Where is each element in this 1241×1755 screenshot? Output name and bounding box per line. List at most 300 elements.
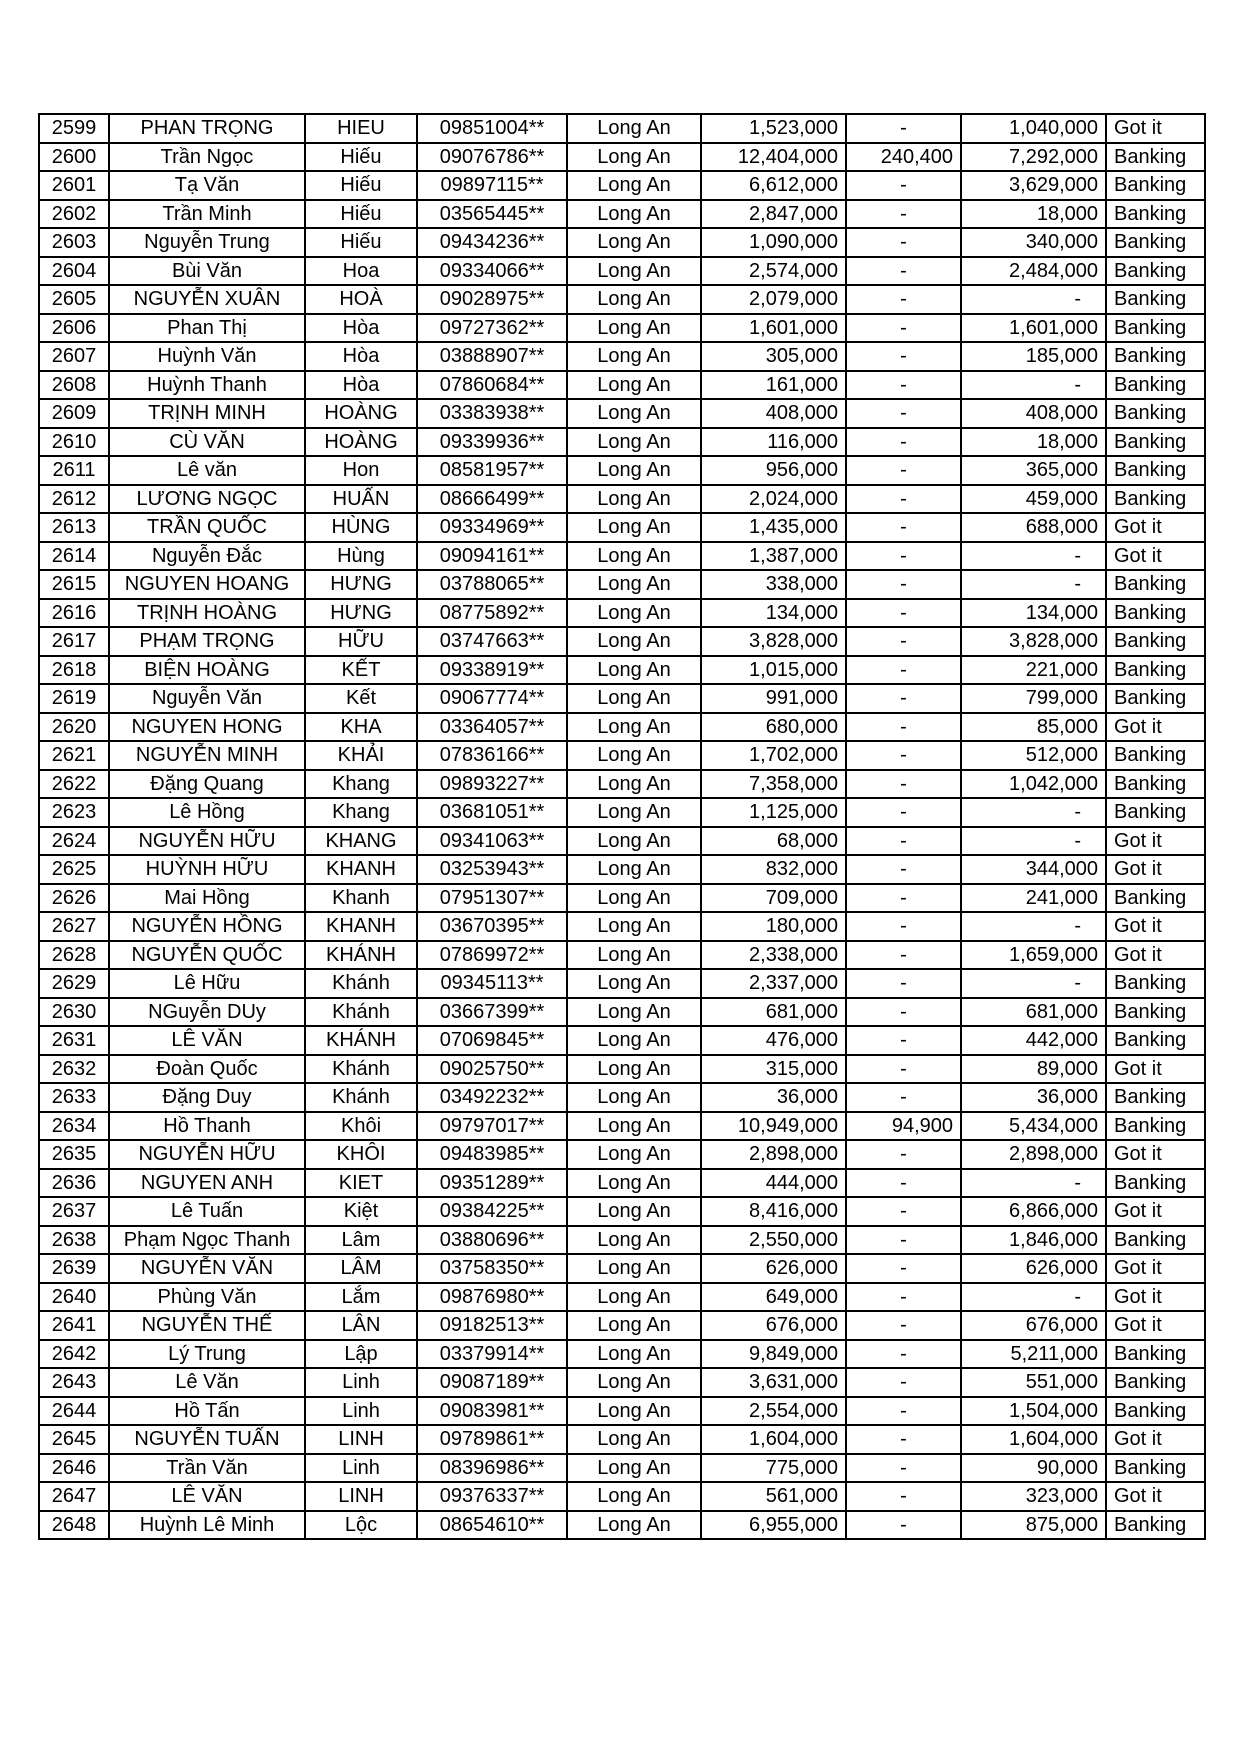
table-row xyxy=(39,1254,1205,1283)
first-name-cell: LƯƠNG NGỌC xyxy=(109,485,305,514)
amount-2-cell: - xyxy=(846,1482,961,1511)
last-name-cell: KHANG xyxy=(305,827,417,856)
amount-3-cell: 323,000 xyxy=(961,1482,1106,1511)
province-cell: Long An xyxy=(567,1283,701,1312)
last-name-cell: Hiếu xyxy=(305,143,417,172)
amount-3-cell: 1,659,000 xyxy=(961,941,1106,970)
table-row xyxy=(39,941,1205,970)
province-cell: Long An xyxy=(567,1368,701,1397)
table-row xyxy=(39,570,1205,599)
amount-1-cell: 116,000 xyxy=(701,428,846,457)
first-name-cell: NGUYỄN HỒNG xyxy=(109,912,305,941)
amount-3-cell: 875,000 xyxy=(961,1511,1106,1540)
table-row xyxy=(39,1454,1205,1483)
amount-3-cell: 2,898,000 xyxy=(961,1140,1106,1169)
last-name-cell: HOÀNG xyxy=(305,399,417,428)
phone-cell: 03379914** xyxy=(417,1340,567,1369)
amount-3-cell: - xyxy=(961,1283,1106,1312)
payment-method-cell: Banking xyxy=(1106,171,1205,200)
table-row xyxy=(39,428,1205,457)
table-row xyxy=(39,827,1205,856)
phone-cell: 09025750** xyxy=(417,1055,567,1084)
last-name-cell: Hon xyxy=(305,456,417,485)
last-name-cell: Hòa xyxy=(305,371,417,400)
last-name-cell: LINH xyxy=(305,1425,417,1454)
phone-cell: 09483985** xyxy=(417,1140,567,1169)
phone-cell: 09076786** xyxy=(417,143,567,172)
table-row xyxy=(39,656,1205,685)
province-cell: Long An xyxy=(567,399,701,428)
phone-cell: 09727362** xyxy=(417,314,567,343)
last-name-cell: Kết xyxy=(305,684,417,713)
table-row xyxy=(39,114,1205,143)
payment-method-cell: Banking xyxy=(1106,1226,1205,1255)
amount-1-cell: 3,828,000 xyxy=(701,627,846,656)
phone-cell: 07069845** xyxy=(417,1026,567,1055)
amount-2-cell: - xyxy=(846,285,961,314)
province-cell: Long An xyxy=(567,1254,701,1283)
first-name-cell: Trần Ngọc xyxy=(109,143,305,172)
last-name-cell: HOÀ xyxy=(305,285,417,314)
row-number-cell: 2611 xyxy=(39,456,109,485)
payment-method-cell: Banking xyxy=(1106,1112,1205,1141)
first-name-cell: NGUYỄN MINH xyxy=(109,741,305,770)
amount-1-cell: 676,000 xyxy=(701,1311,846,1340)
table-row xyxy=(39,798,1205,827)
row-number-cell: 2608 xyxy=(39,371,109,400)
amount-2-cell: - xyxy=(846,456,961,485)
table-row xyxy=(39,257,1205,286)
province-cell: Long An xyxy=(567,1083,701,1112)
phone-cell: 09338919** xyxy=(417,656,567,685)
province-cell: Long An xyxy=(567,228,701,257)
province-cell: Long An xyxy=(567,1482,701,1511)
first-name-cell: Hồ Thanh xyxy=(109,1112,305,1141)
payment-method-cell: Banking xyxy=(1106,627,1205,656)
phone-cell: 03670395** xyxy=(417,912,567,941)
payment-method-cell: Banking xyxy=(1106,342,1205,371)
first-name-cell: LÊ VĂN xyxy=(109,1026,305,1055)
province-cell: Long An xyxy=(567,1311,701,1340)
amount-1-cell: 7,358,000 xyxy=(701,770,846,799)
payment-method-cell: Banking xyxy=(1106,1368,1205,1397)
amount-2-cell: - xyxy=(846,1368,961,1397)
amount-3-cell: 344,000 xyxy=(961,855,1106,884)
province-cell: Long An xyxy=(567,1169,701,1198)
phone-cell: 09376337** xyxy=(417,1482,567,1511)
amount-2-cell: - xyxy=(846,428,961,457)
last-name-cell: KHA xyxy=(305,713,417,742)
province-cell: Long An xyxy=(567,1140,701,1169)
amount-2-cell: - xyxy=(846,1454,961,1483)
amount-1-cell: 2,550,000 xyxy=(701,1226,846,1255)
amount-1-cell: 68,000 xyxy=(701,827,846,856)
amount-3-cell: 1,604,000 xyxy=(961,1425,1106,1454)
payment-method-cell: Banking xyxy=(1106,599,1205,628)
first-name-cell: Nguyễn Trung xyxy=(109,228,305,257)
table-row xyxy=(39,1197,1205,1226)
first-name-cell: NGUYEN HONG xyxy=(109,713,305,742)
table-row xyxy=(39,371,1205,400)
last-name-cell: HÙNG xyxy=(305,513,417,542)
last-name-cell: LINH xyxy=(305,1482,417,1511)
phone-cell: 09345113** xyxy=(417,969,567,998)
last-name-cell: HƯNG xyxy=(305,570,417,599)
payment-method-cell: Banking xyxy=(1106,1511,1205,1540)
table-row xyxy=(39,1226,1205,1255)
amount-1-cell: 626,000 xyxy=(701,1254,846,1283)
row-number-cell: 2610 xyxy=(39,428,109,457)
table-row xyxy=(39,1425,1205,1454)
amount-3-cell: 18,000 xyxy=(961,428,1106,457)
payment-method-cell: Got it xyxy=(1106,513,1205,542)
amount-2-cell: - xyxy=(846,1226,961,1255)
table-row xyxy=(39,912,1205,941)
payment-method-cell: Got it xyxy=(1106,1197,1205,1226)
last-name-cell: Hùng xyxy=(305,542,417,571)
table-row xyxy=(39,1083,1205,1112)
row-number-cell: 2626 xyxy=(39,884,109,913)
amount-2-cell: - xyxy=(846,342,961,371)
amount-2-cell: - xyxy=(846,1397,961,1426)
first-name-cell: HUỲNH HỮU xyxy=(109,855,305,884)
province-cell: Long An xyxy=(567,285,701,314)
amount-3-cell: 6,866,000 xyxy=(961,1197,1106,1226)
amount-1-cell: 2,338,000 xyxy=(701,941,846,970)
amount-3-cell: - xyxy=(961,542,1106,571)
province-cell: Long An xyxy=(567,599,701,628)
amount-1-cell: 681,000 xyxy=(701,998,846,1027)
amount-2-cell: - xyxy=(846,570,961,599)
first-name-cell: TRỊNH MINH xyxy=(109,399,305,428)
last-name-cell: Linh xyxy=(305,1454,417,1483)
payment-method-cell: Banking xyxy=(1106,770,1205,799)
amount-2-cell: - xyxy=(846,1254,961,1283)
payment-method-cell: Got it xyxy=(1106,855,1205,884)
province-cell: Long An xyxy=(567,1340,701,1369)
amount-3-cell: 1,504,000 xyxy=(961,1397,1106,1426)
amount-1-cell: 2,574,000 xyxy=(701,257,846,286)
amount-3-cell: 2,484,000 xyxy=(961,257,1106,286)
last-name-cell: Lắm xyxy=(305,1283,417,1312)
payment-method-cell: Banking xyxy=(1106,1397,1205,1426)
table-row xyxy=(39,171,1205,200)
payment-method-cell: Got it xyxy=(1106,114,1205,143)
row-number-cell: 2618 xyxy=(39,656,109,685)
amount-3-cell: 3,828,000 xyxy=(961,627,1106,656)
last-name-cell: Khang xyxy=(305,770,417,799)
payment-method-cell: Banking xyxy=(1106,884,1205,913)
last-name-cell: Khánh xyxy=(305,1083,417,1112)
row-number-cell: 2601 xyxy=(39,171,109,200)
last-name-cell: Hiếu xyxy=(305,200,417,229)
phone-cell: 09083981** xyxy=(417,1397,567,1426)
last-name-cell: Khánh xyxy=(305,998,417,1027)
phone-cell: 08666499** xyxy=(417,485,567,514)
row-number-cell: 2637 xyxy=(39,1197,109,1226)
table-row xyxy=(39,1511,1205,1540)
amount-2-cell: - xyxy=(846,941,961,970)
row-number-cell: 2642 xyxy=(39,1340,109,1369)
amount-2-cell: 94,900 xyxy=(846,1112,961,1141)
province-cell: Long An xyxy=(567,456,701,485)
amount-1-cell: 561,000 xyxy=(701,1482,846,1511)
amount-3-cell: - xyxy=(961,798,1106,827)
amount-1-cell: 161,000 xyxy=(701,371,846,400)
amount-2-cell: - xyxy=(846,1026,961,1055)
last-name-cell: LÂM xyxy=(305,1254,417,1283)
table-row xyxy=(39,1112,1205,1141)
last-name-cell: Hòa xyxy=(305,314,417,343)
amount-1-cell: 305,000 xyxy=(701,342,846,371)
amount-2-cell: 240,400 xyxy=(846,143,961,172)
phone-cell: 09893227** xyxy=(417,770,567,799)
table-row xyxy=(39,969,1205,998)
amount-3-cell: - xyxy=(961,285,1106,314)
payment-method-cell: Banking xyxy=(1106,200,1205,229)
amount-1-cell: 1,090,000 xyxy=(701,228,846,257)
province-cell: Long An xyxy=(567,798,701,827)
phone-cell: 09876980** xyxy=(417,1283,567,1312)
province-cell: Long An xyxy=(567,314,701,343)
amount-3-cell: 5,434,000 xyxy=(961,1112,1106,1141)
last-name-cell: Lộc xyxy=(305,1511,417,1540)
amount-3-cell: 626,000 xyxy=(961,1254,1106,1283)
table-row xyxy=(39,200,1205,229)
amount-1-cell: 8,416,000 xyxy=(701,1197,846,1226)
first-name-cell: Phan Thị xyxy=(109,314,305,343)
first-name-cell: Trần Văn xyxy=(109,1454,305,1483)
first-name-cell: Bùi Văn xyxy=(109,257,305,286)
table-body xyxy=(39,114,1205,1539)
payment-method-cell: Got it xyxy=(1106,1482,1205,1511)
province-cell: Long An xyxy=(567,656,701,685)
payment-method-cell: Got it xyxy=(1106,827,1205,856)
row-number-cell: 2620 xyxy=(39,713,109,742)
amount-1-cell: 408,000 xyxy=(701,399,846,428)
row-number-cell: 2602 xyxy=(39,200,109,229)
payment-method-cell: Got it xyxy=(1106,1140,1205,1169)
amount-2-cell: - xyxy=(846,599,961,628)
phone-cell: 09339936** xyxy=(417,428,567,457)
amount-1-cell: 1,387,000 xyxy=(701,542,846,571)
phone-cell: 09028975** xyxy=(417,285,567,314)
payment-method-cell: Banking xyxy=(1106,798,1205,827)
row-number-cell: 2648 xyxy=(39,1511,109,1540)
payment-method-cell: Got it xyxy=(1106,542,1205,571)
province-cell: Long An xyxy=(567,1454,701,1483)
first-name-cell: Lê văn xyxy=(109,456,305,485)
table-row xyxy=(39,1140,1205,1169)
phone-cell: 03565445** xyxy=(417,200,567,229)
province-cell: Long An xyxy=(567,143,701,172)
amount-1-cell: 991,000 xyxy=(701,684,846,713)
first-name-cell: LÊ VĂN xyxy=(109,1482,305,1511)
province-cell: Long An xyxy=(567,713,701,742)
phone-cell: 09897115** xyxy=(417,171,567,200)
row-number-cell: 2604 xyxy=(39,257,109,286)
payment-method-cell: Banking xyxy=(1106,399,1205,428)
phone-cell: 09094161** xyxy=(417,542,567,571)
province-cell: Long An xyxy=(567,884,701,913)
phone-cell: 09334066** xyxy=(417,257,567,286)
amount-2-cell: - xyxy=(846,200,961,229)
amount-1-cell: 956,000 xyxy=(701,456,846,485)
table-row xyxy=(39,627,1205,656)
table-row xyxy=(39,855,1205,884)
last-name-cell: KHÁNH xyxy=(305,1026,417,1055)
row-number-cell: 2613 xyxy=(39,513,109,542)
amount-1-cell: 2,024,000 xyxy=(701,485,846,514)
payment-method-cell: Banking xyxy=(1106,143,1205,172)
table-row xyxy=(39,342,1205,371)
payment-method-cell: Got it xyxy=(1106,912,1205,941)
amount-1-cell: 444,000 xyxy=(701,1169,846,1198)
province-cell: Long An xyxy=(567,770,701,799)
amount-3-cell: 1,601,000 xyxy=(961,314,1106,343)
last-name-cell: Linh xyxy=(305,1368,417,1397)
row-number-cell: 2640 xyxy=(39,1283,109,1312)
amount-2-cell: - xyxy=(846,485,961,514)
amount-2-cell: - xyxy=(846,1197,961,1226)
phone-cell: 09182513** xyxy=(417,1311,567,1340)
province-cell: Long An xyxy=(567,570,701,599)
province-cell: Long An xyxy=(567,342,701,371)
payment-method-cell: Got it xyxy=(1106,941,1205,970)
payment-method-cell: Banking xyxy=(1106,314,1205,343)
amount-3-cell: 459,000 xyxy=(961,485,1106,514)
province-cell: Long An xyxy=(567,513,701,542)
amount-2-cell: - xyxy=(846,627,961,656)
last-name-cell: Hiếu xyxy=(305,228,417,257)
amount-1-cell: 10,949,000 xyxy=(701,1112,846,1141)
amount-3-cell: 681,000 xyxy=(961,998,1106,1027)
first-name-cell: Phùng Văn xyxy=(109,1283,305,1312)
last-name-cell: Khôi xyxy=(305,1112,417,1141)
amount-2-cell: - xyxy=(846,314,961,343)
amount-1-cell: 1,435,000 xyxy=(701,513,846,542)
amount-1-cell: 1,601,000 xyxy=(701,314,846,343)
amount-3-cell: - xyxy=(961,570,1106,599)
amount-2-cell: - xyxy=(846,371,961,400)
amount-1-cell: 2,337,000 xyxy=(701,969,846,998)
phone-cell: 09087189** xyxy=(417,1368,567,1397)
row-number-cell: 2631 xyxy=(39,1026,109,1055)
last-name-cell: Khang xyxy=(305,798,417,827)
payment-method-cell: Got it xyxy=(1106,1311,1205,1340)
province-cell: Long An xyxy=(567,257,701,286)
amount-2-cell: - xyxy=(846,855,961,884)
last-name-cell: HƯNG xyxy=(305,599,417,628)
amount-2-cell: - xyxy=(846,798,961,827)
phone-cell: 03364057** xyxy=(417,713,567,742)
amount-2-cell: - xyxy=(846,114,961,143)
amount-1-cell: 2,898,000 xyxy=(701,1140,846,1169)
amount-2-cell: - xyxy=(846,171,961,200)
row-number-cell: 2638 xyxy=(39,1226,109,1255)
province-cell: Long An xyxy=(567,200,701,229)
amount-1-cell: 6,955,000 xyxy=(701,1511,846,1540)
first-name-cell: TRỊNH HOÀNG xyxy=(109,599,305,628)
amount-1-cell: 315,000 xyxy=(701,1055,846,1084)
province-cell: Long An xyxy=(567,1425,701,1454)
amount-1-cell: 338,000 xyxy=(701,570,846,599)
row-number-cell: 2644 xyxy=(39,1397,109,1426)
amount-1-cell: 134,000 xyxy=(701,599,846,628)
amount-1-cell: 476,000 xyxy=(701,1026,846,1055)
first-name-cell: Nguyễn Văn xyxy=(109,684,305,713)
row-number-cell: 2621 xyxy=(39,741,109,770)
last-name-cell: HUẤN xyxy=(305,485,417,514)
payment-method-cell: Banking xyxy=(1106,741,1205,770)
amount-3-cell: 408,000 xyxy=(961,399,1106,428)
province-cell: Long An xyxy=(567,969,701,998)
province-cell: Long An xyxy=(567,1511,701,1540)
last-name-cell: Lâm xyxy=(305,1226,417,1255)
amount-3-cell: 185,000 xyxy=(961,342,1106,371)
amount-1-cell: 1,015,000 xyxy=(701,656,846,685)
table-row xyxy=(39,713,1205,742)
table-row xyxy=(39,228,1205,257)
amount-3-cell: 551,000 xyxy=(961,1368,1106,1397)
last-name-cell: KHÔI xyxy=(305,1140,417,1169)
amount-2-cell: - xyxy=(846,1283,961,1312)
payment-method-cell: Banking xyxy=(1106,656,1205,685)
row-number-cell: 2615 xyxy=(39,570,109,599)
phone-cell: 08396986** xyxy=(417,1454,567,1483)
province-cell: Long An xyxy=(567,371,701,400)
last-name-cell: HIEU xyxy=(305,114,417,143)
payment-method-cell: Banking xyxy=(1106,1454,1205,1483)
last-name-cell: KHÁNH xyxy=(305,941,417,970)
amount-1-cell: 2,079,000 xyxy=(701,285,846,314)
last-name-cell: HỮU xyxy=(305,627,417,656)
amount-2-cell: - xyxy=(846,912,961,941)
row-number-cell: 2636 xyxy=(39,1169,109,1198)
row-number-cell: 2628 xyxy=(39,941,109,970)
province-cell: Long An xyxy=(567,741,701,770)
table-row xyxy=(39,770,1205,799)
amount-2-cell: - xyxy=(846,257,961,286)
amount-2-cell: - xyxy=(846,713,961,742)
amount-3-cell: 221,000 xyxy=(961,656,1106,685)
row-number-cell: 2607 xyxy=(39,342,109,371)
first-name-cell: NGUYỄN TUẤN xyxy=(109,1425,305,1454)
amount-2-cell: - xyxy=(846,399,961,428)
first-name-cell: Phạm Ngọc Thanh xyxy=(109,1226,305,1255)
amount-2-cell: - xyxy=(846,1055,961,1084)
first-name-cell: Nguyễn Đắc xyxy=(109,542,305,571)
row-number-cell: 2625 xyxy=(39,855,109,884)
phone-cell: 09384225** xyxy=(417,1197,567,1226)
row-number-cell: 2612 xyxy=(39,485,109,514)
phone-cell: 09797017** xyxy=(417,1112,567,1141)
first-name-cell: PHẠM TRỌNG xyxy=(109,627,305,656)
amount-3-cell: 688,000 xyxy=(961,513,1106,542)
last-name-cell: KHANH xyxy=(305,912,417,941)
amount-2-cell: - xyxy=(846,884,961,913)
row-number-cell: 2629 xyxy=(39,969,109,998)
first-name-cell: Huỳnh Lê Minh xyxy=(109,1511,305,1540)
amount-3-cell: 241,000 xyxy=(961,884,1106,913)
table-row xyxy=(39,513,1205,542)
table-row xyxy=(39,456,1205,485)
table-row xyxy=(39,1368,1205,1397)
first-name-cell: Đoàn Quốc xyxy=(109,1055,305,1084)
row-number-cell: 2633 xyxy=(39,1083,109,1112)
province-cell: Long An xyxy=(567,941,701,970)
last-name-cell: HOÀNG xyxy=(305,428,417,457)
